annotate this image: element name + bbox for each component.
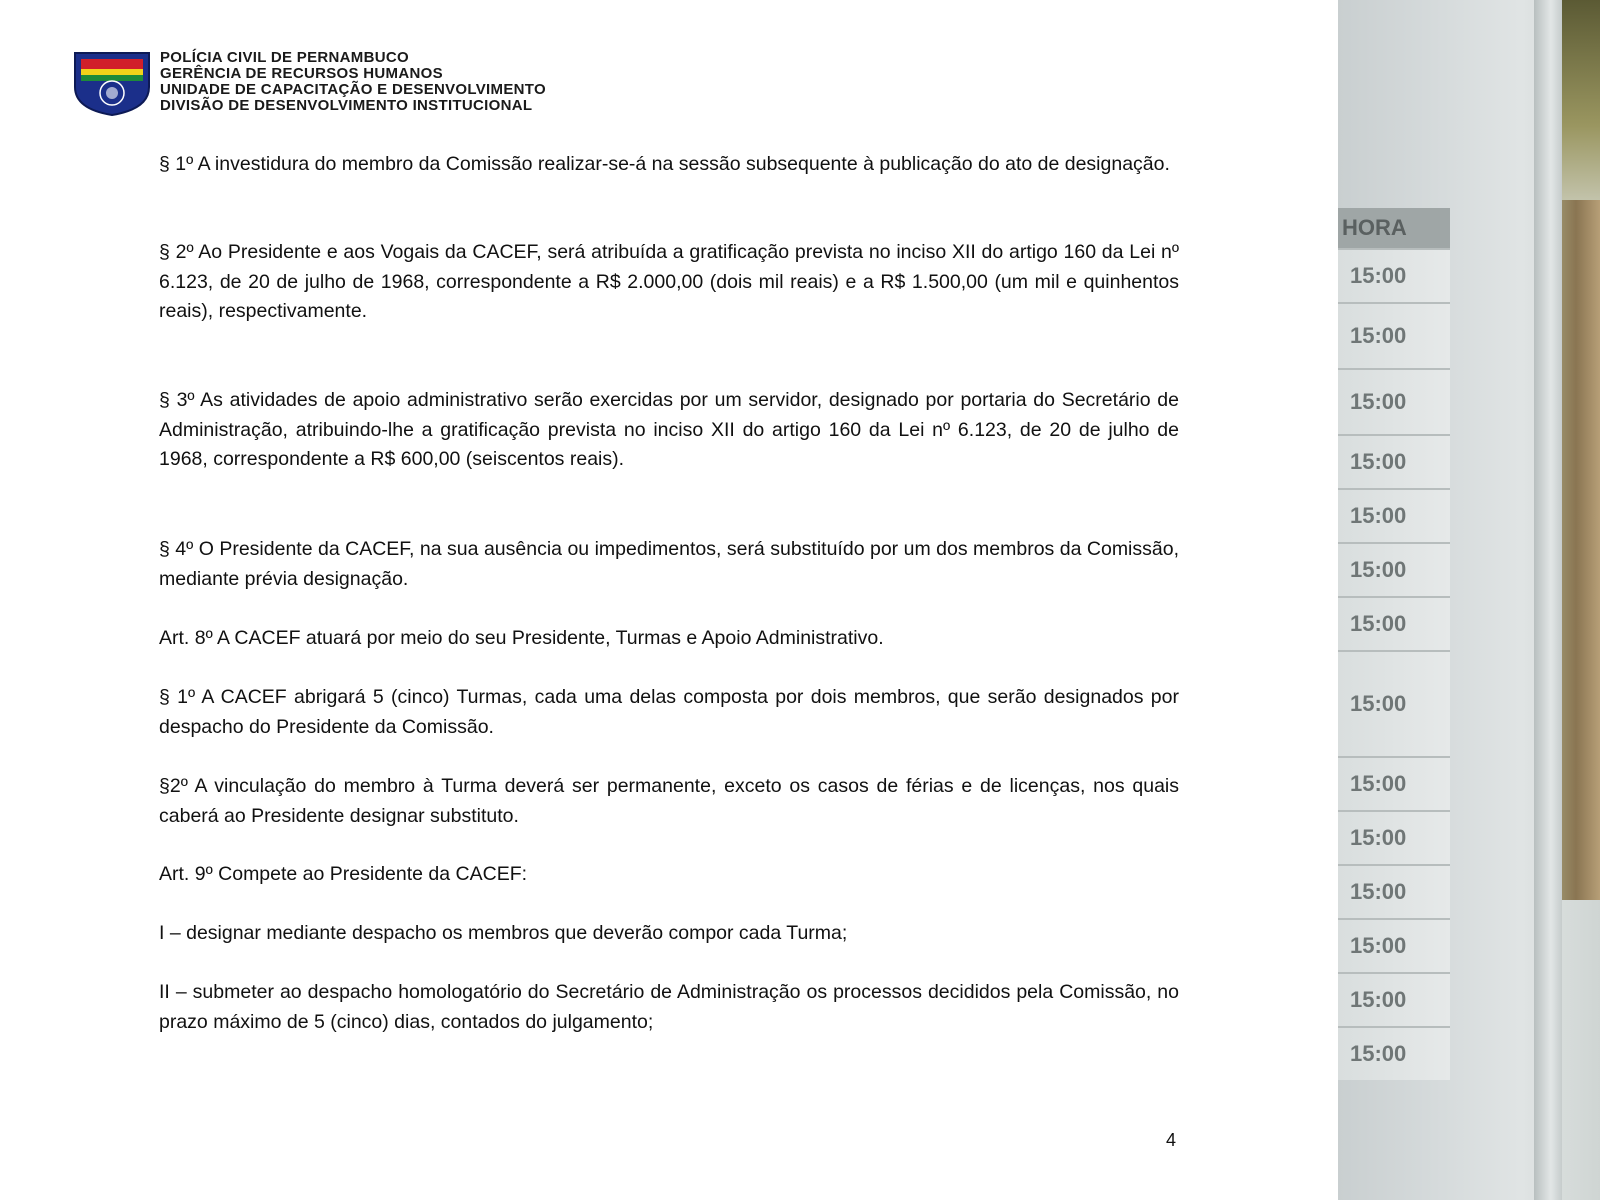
article-8-paragraph-1: § 1º A CACEF abrigará 5 (cinco) Turmas, cada uma delas composta por dois membros, que serão designados por despacho do Presidente da Comissão.	[159, 686, 1179, 738]
page-number: 4	[1166, 1130, 1177, 1150]
paragraph-1-investidura: § 1º A investidura do membro da Comissão realizar-se-á na sessão subsequente à publicação do ato de designação.	[159, 153, 1170, 175]
police-badge-logo-icon	[73, 51, 151, 117]
paragraph-2-gratificacao: § 2º Ao Presidente e aos Vogais da CACEF, será atribuída a gratificação prevista no inciso XII do artigo 160 da Lei nº 6.123, de 20 de julho de 1968, correspondente a R$ 2.000,00 (dois mil reais) e a R$ 1.500,00 (um mil e quinhentos reais), respectivamente.	[159, 241, 1179, 322]
article-9-item-2: II – submeter ao despacho homologatório do Secretário de Administração os processos decididos pela Comissão, no prazo máximo de 5 (cinco) dias, contados do julgamento;	[159, 981, 1179, 1033]
hora-cell: 15:00	[1338, 972, 1450, 1026]
hora-table-header: HORA	[1338, 208, 1450, 248]
hora-cell: 15:00	[1338, 756, 1450, 810]
photo-background-strip	[1338, 0, 1600, 1200]
hora-cell: 15:00	[1338, 542, 1450, 596]
org-line-3: UNIDADE DE CAPACITAÇÃO E DESENVOLVIMENTO	[160, 81, 546, 98]
org-line-2: GERÊNCIA DE RECURSOS HUMANOS	[160, 65, 443, 82]
hora-cell: 15:00	[1338, 488, 1450, 542]
photo-wood-surface	[1560, 200, 1600, 900]
hora-cell: 15:00	[1338, 864, 1450, 918]
hora-cell: 15:00	[1338, 302, 1450, 368]
hora-cell: 15:00	[1338, 368, 1450, 434]
article-9: Art. 9º Compete ao Presidente da CACEF:	[159, 863, 528, 885]
paragraph-4-substituicao: § 4º O Presidente da CACEF, na sua ausência ou impedimentos, será substituído por um dos membros da Comissão, mediante prévia designação.	[159, 538, 1179, 590]
hora-cell: 15:00	[1338, 248, 1450, 302]
hora-cell: 15:00	[1338, 434, 1450, 488]
hora-cell: 15:00	[1338, 918, 1450, 972]
hora-table	[1338, 208, 1450, 1080]
org-line-4: DIVISÃO DE DESENVOLVIMENTO INSTITUCIONAL	[160, 97, 533, 114]
article-9-item-1: I – designar mediante despacho os membros que deverão compor cada Turma;	[159, 922, 848, 944]
paragraph-3-apoio-administrativo: § 3º As atividades de apoio administrativo serão exercidas por um servidor, designado por portaria do Secretário de Administração, atribuindo-lhe a gratificação prevista no inciso XII do artigo 160 da Lei nº 6.123, de 20 de julho de 1968, correspondente a R$ 600,00 (seiscentos reais).	[159, 389, 1179, 470]
hora-cell: 15:00	[1338, 650, 1450, 756]
article-8: Art. 8º A CACEF atuará por meio do seu Presidente, Turmas e Apoio Administrativo.	[159, 627, 884, 649]
article-8-paragraph-2: §2º A vinculação do membro à Turma deverá ser permanente, exceto os casos de férias e de licenças, nos quais caberá ao Presidente designar substituto.	[159, 775, 1179, 827]
hora-cell: 15:00	[1338, 596, 1450, 650]
organization-header	[160, 50, 780, 114]
hora-cell: 15:00	[1338, 1026, 1450, 1080]
photo-paper-edge	[1534, 0, 1562, 1200]
hora-cell: 15:00	[1338, 810, 1450, 864]
org-line-1: POLÍCIA CIVIL DE PERNAMBUCO	[160, 49, 409, 66]
